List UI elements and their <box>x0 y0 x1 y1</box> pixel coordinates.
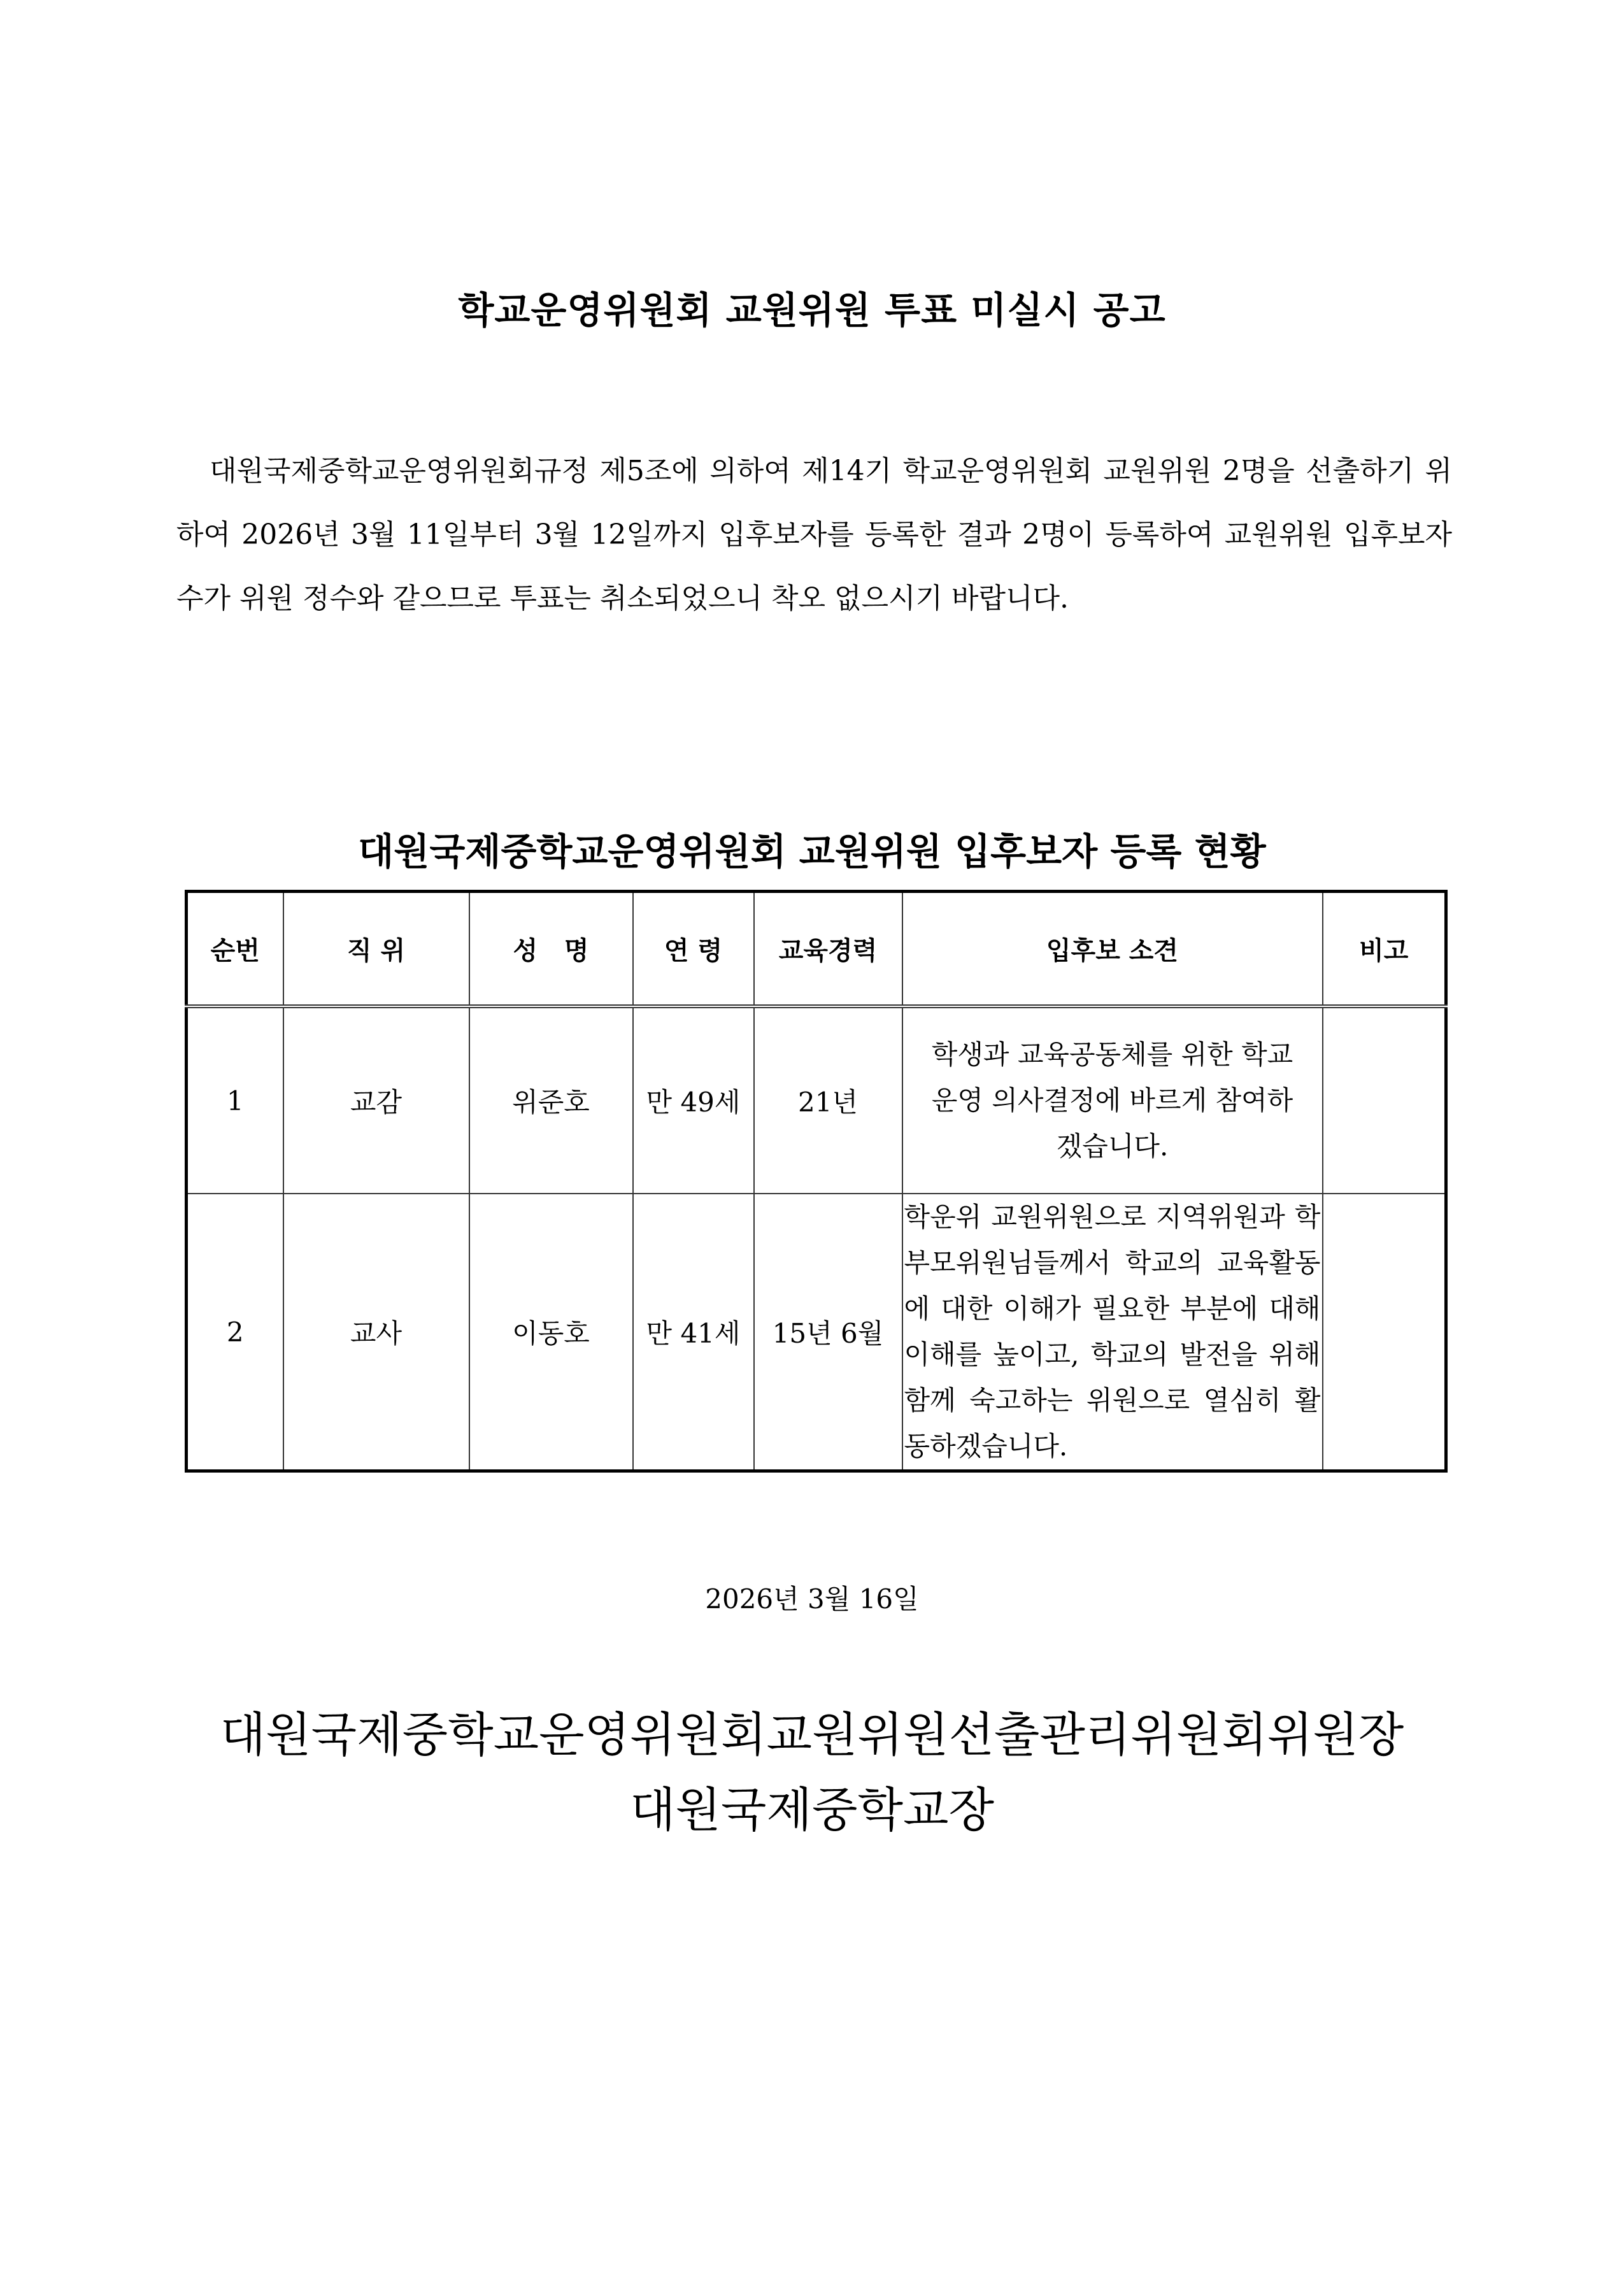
header-cell: 순번 <box>187 892 283 1007</box>
table-row <box>187 1194 1446 1471</box>
cell-no: 2 <box>187 1194 283 1471</box>
signatory-committee: 대원국제중학교운영위원회교원위원선출관리위원회위원장 <box>220 1708 1404 1762</box>
header-cell: 직 위 <box>283 892 469 1007</box>
cell-age: 만 49세 <box>633 1006 754 1194</box>
table-header-row <box>187 892 1446 1007</box>
cell-remark <box>1323 1194 1446 1471</box>
statement-text: 학생과 교육공동체를 위한 학교 운영 의사결정에 바르게 참여하겠습니다. <box>931 1039 1293 1162</box>
notice-body <box>176 439 1452 631</box>
signatory-principal: 대원국제중학교장 <box>630 1783 994 1838</box>
notice-title: 학교운영위원회 교원위원 투표 미실시 공고 <box>458 289 1166 332</box>
notice-date: 2026년 3월 16일 <box>705 1583 919 1615</box>
header-cell: 연 령 <box>633 892 754 1007</box>
cell-position: 교사 <box>283 1194 469 1471</box>
cell-name: 위준호 <box>469 1006 633 1194</box>
header-cell: 성 명 <box>469 892 633 1007</box>
notice-paragraph: 대원국제중학교운영위원회규정 제5조에 의하여 제14기 학교운영위원회 교원위원 2명을 선출하기 위하여 2026년 3월 11일부터 3월 12일까지 입후보자를 등록한 결과 2명이 등록하여 교원위원 입후보자 수가 위원 정수와 같으므로 투표는 취소되었으니 착오 없으시기 바랍니다. <box>176 455 1452 615</box>
header-cell: 비고 <box>1323 892 1446 1007</box>
table-row <box>187 1006 1446 1194</box>
cell-no: 1 <box>187 1006 283 1194</box>
cell-remark <box>1323 1006 1446 1194</box>
header-cell: 교육경력 <box>754 892 902 1007</box>
statement-text: 학운위 교원위원으로 지역위원과 학부모위원님들께서 학교의 교육활동에 대한 이해가 필요한 부분에 대해 이해를 높이고, 학교의 발전을 위해 함께 숙고하는 위원으로 열심히 활동하겠습니다. <box>904 1201 1321 1462</box>
cell-career: 15년 6월 <box>754 1194 902 1471</box>
header-cell: 입후보 소견 <box>902 892 1323 1007</box>
cell-age: 만 41세 <box>633 1194 754 1471</box>
cell-name: 이동호 <box>469 1194 633 1471</box>
cell-statement <box>902 1006 1323 1194</box>
cell-career: 21년 <box>754 1006 902 1194</box>
cell-position: 교감 <box>283 1006 469 1194</box>
registration-table <box>185 890 1448 1473</box>
cell-statement <box>902 1194 1323 1471</box>
registration-title: 대원국제중학교운영위원회 교원위원 입후보자 등록 현황 <box>358 830 1266 873</box>
